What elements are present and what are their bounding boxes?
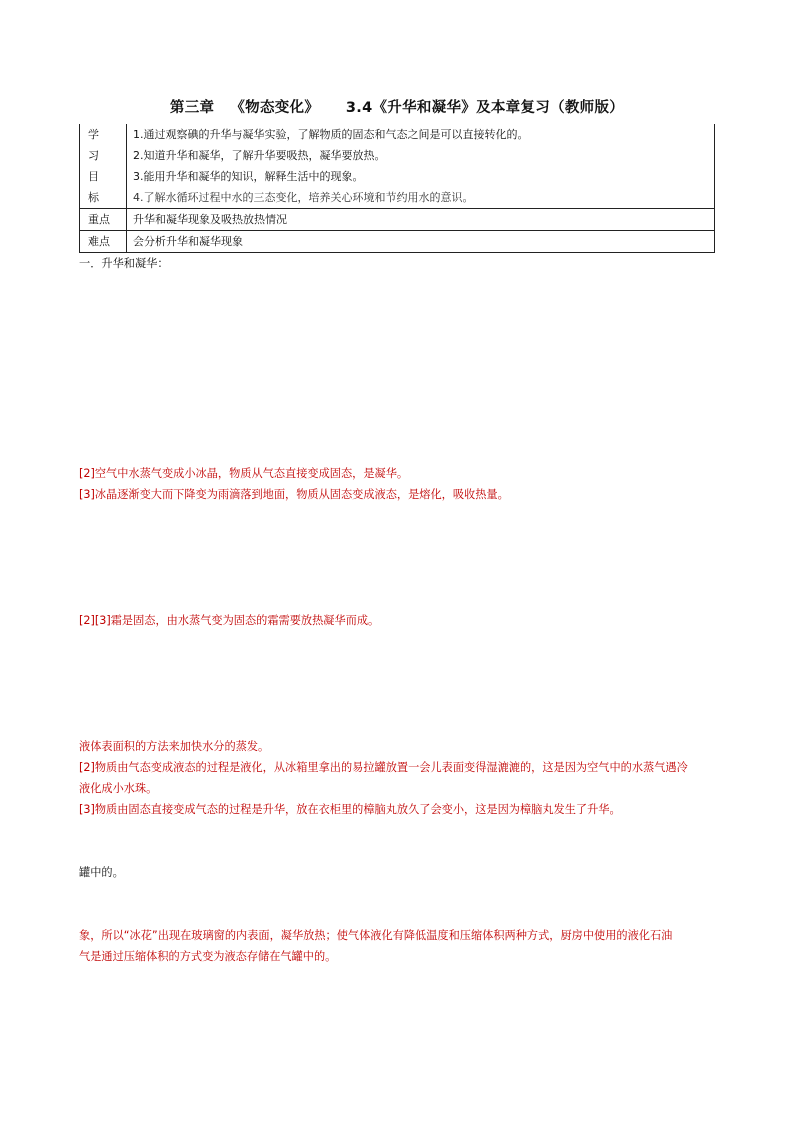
goal-row [80, 166, 715, 187]
goal-label-char: 习 [80, 145, 127, 166]
exercise-5-line [79, 967, 719, 988]
goal-text: 1.通过观察碘的升华与凝华实验，了解物质的固态和气态之间是可以直接转化的。 [127, 124, 715, 145]
goal-label-char: 目 [80, 166, 127, 187]
difficulty-text: 会分析升华和凝华现象 [127, 231, 715, 253]
exercise-3-line [79, 652, 719, 673]
exercise-1-detail: [3]冰晶逐渐变大而下降变为雨滴落到地面，物质从固态变成液态，是熔化，吸收热量。 [79, 488, 509, 501]
exercise-4-line [79, 841, 719, 862]
exercise-4-line [79, 820, 719, 841]
exercise-3-line [79, 631, 719, 652]
sublimation-memo [79, 295, 719, 316]
difficulty-row [80, 231, 715, 253]
exercise-4-detail: 象，所以“冰花”出现在玻璃窗的内表面，凝华放热；使气体液化有降低温度和压缩体积两种方式，厨房中使用的液化石油 [79, 929, 673, 942]
exercise-1-detail [79, 442, 719, 463]
goal-text: 3.能用升华和凝华的知识，解释生活中的现象。 [127, 166, 715, 187]
goal-text: 4.了解水循环过程中水的三态变化，培养关心环境和节约用水的意识。 [127, 187, 715, 209]
exercise-4-line: 罐中的。 [79, 866, 124, 879]
goal-row [80, 124, 715, 145]
exercise-1-line [79, 400, 719, 421]
exercise-4-detail [79, 904, 719, 925]
key-point-row [80, 209, 715, 231]
sublimation-definition [79, 274, 719, 295]
learning-goals-table [79, 124, 715, 253]
exercise-2-line [79, 547, 719, 568]
goal-row [80, 145, 715, 166]
section-heading: 一．升华和凝华： [79, 257, 169, 270]
exercise-2-line [79, 526, 719, 547]
exercise-1-line [79, 379, 719, 400]
exercise-1-answer [79, 421, 719, 442]
worksheet-content [79, 253, 719, 988]
deposition-memo [79, 337, 719, 358]
exercise-1-detail: [2]空气中水蒸气变成小冰晶，物质从气态直接变成固态，是凝华。 [79, 467, 409, 480]
exercise-3-detail: [3]物质由固态直接变成气态的过程是升华，放在衣柜里的樟脑丸放久了会变小，这是因为樟脑丸发生了升华。 [79, 803, 621, 816]
exercise-4-detail: 气是通过压缩体积的方式变为液态存储在气罐中的。 [79, 950, 337, 963]
key-point-text: 升华和凝华现象及吸热放热情况 [127, 209, 715, 231]
exercise-2-detail: [2][3]霜是固态，由水蒸气变为固态的霜需要放热凝华而成。 [79, 614, 380, 627]
goal-row [80, 187, 715, 209]
exercise-3-detail: [2]物质由气态变成液态的过程是液化，从冰箱里拿出的易拉罐放置一会儿表面变得湿漉漉的，这是因为空气中的水蒸气遇冷 [79, 761, 688, 774]
exercise-2-line [79, 505, 719, 526]
difficulty-label: 难点 [80, 231, 127, 253]
exercise-3-detail: 液化成小水珠。 [79, 782, 158, 795]
key-point-label: 重点 [80, 209, 127, 231]
exercise-3-detail: 液体表面积的方法来加快水分的蒸发。 [79, 740, 270, 753]
exercise-3-answer [79, 694, 719, 715]
exercise-3-line [79, 673, 719, 694]
goal-label-char: 学 [80, 124, 127, 145]
exercise-4-answer [79, 883, 719, 904]
deposition-definition [79, 316, 719, 337]
page-title: 第三章 《物态变化》 3.4《升华和凝华》及本章复习（教师版） [169, 100, 625, 116]
exercise-3-detail [79, 715, 719, 736]
exercise-2-answer [79, 568, 719, 589]
goal-label-char: 标 [80, 187, 127, 209]
goal-text: 2.知道升华和凝华，了解升华要吸热，凝华要放热。 [127, 145, 715, 166]
exercise-1-line [79, 358, 719, 379]
exercise-2-detail [79, 589, 719, 610]
